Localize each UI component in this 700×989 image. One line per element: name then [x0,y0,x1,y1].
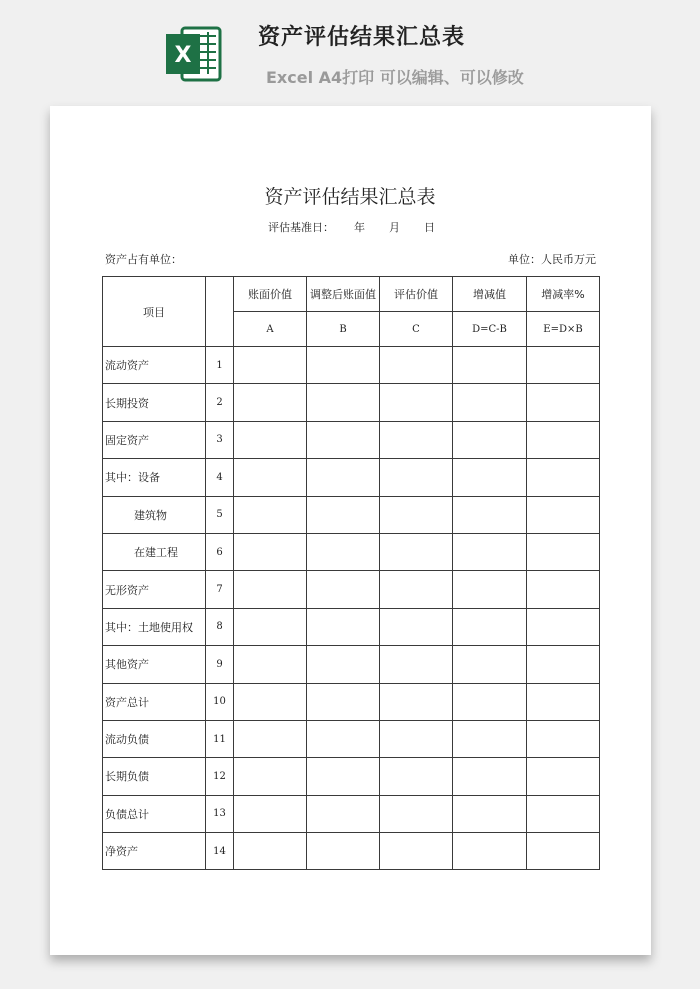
column-formula: C [380,312,453,347]
row-number: 2 [206,384,234,421]
column-header: 调整后账面值 [307,277,380,312]
header-title: 资产评估结果汇总表 [258,25,466,50]
column-formula: A [234,312,307,347]
column-header: 评估价值 [380,277,453,312]
value-cell[interactable] [527,384,600,421]
row-number: 6 [206,533,234,570]
value-cell[interactable] [380,347,453,384]
row-number: 10 [206,683,234,720]
value-cell[interactable] [307,720,380,757]
row-number: 11 [206,720,234,757]
header-subtitle: Excel A4打印 可以编辑、可以修改 [266,68,524,87]
item-header: 项目 [103,277,206,347]
value-cell[interactable] [527,421,600,458]
value-cell[interactable] [307,608,380,645]
value-cell[interactable] [234,720,307,757]
value-cell[interactable] [307,533,380,570]
value-cell[interactable] [380,795,453,832]
row-label: 其中：设备 [103,459,206,496]
value-cell[interactable] [527,833,600,870]
column-formula: B [307,312,380,347]
table-row [103,833,600,870]
row-label: 净资产 [103,833,206,870]
valuation-date-label: 评估基准日： [268,221,334,234]
table-row [103,459,600,496]
column-header: 增减率% [527,277,600,312]
value-cell[interactable] [380,533,453,570]
value-cell[interactable] [380,571,453,608]
row-number: 9 [206,646,234,683]
excel-icon [162,22,226,86]
value-cell[interactable] [234,459,307,496]
row-number: 7 [206,571,234,608]
value-cell[interactable] [380,646,453,683]
table-row [103,571,600,608]
value-cell[interactable] [380,758,453,795]
value-cell[interactable] [307,384,380,421]
value-cell[interactable] [307,833,380,870]
value-cell[interactable] [380,496,453,533]
value-cell[interactable] [307,646,380,683]
value-cell[interactable] [234,833,307,870]
column-header: 增减值 [453,277,527,312]
row-label: 无形资产 [103,571,206,608]
row-number: 1 [206,347,234,384]
value-cell[interactable] [453,683,527,720]
value-cell[interactable] [307,758,380,795]
year-label: 年 [354,221,365,234]
table-row [103,795,600,832]
row-label: 资产总计 [103,683,206,720]
value-cell[interactable] [453,347,527,384]
value-cell[interactable] [307,795,380,832]
value-cell[interactable] [380,384,453,421]
column-formula: E=D×B [527,312,600,347]
value-cell[interactable] [453,795,527,832]
value-cell[interactable] [527,347,600,384]
value-cell[interactable] [307,683,380,720]
asset-owner-label: 资产占有单位： [105,253,182,266]
row-number: 5 [206,496,234,533]
value-cell[interactable] [453,608,527,645]
value-cell[interactable] [527,683,600,720]
row-number: 13 [206,795,234,832]
value-cell[interactable] [234,496,307,533]
value-cell[interactable] [307,459,380,496]
value-cell[interactable] [234,347,307,384]
value-cell[interactable] [234,384,307,421]
value-cell[interactable] [527,646,600,683]
row-label: 长期负债 [103,758,206,795]
row-label: 在建工程 [103,533,206,570]
row-label: 其中：土地使用权 [103,608,206,645]
value-cell[interactable] [527,795,600,832]
value-cell[interactable] [307,421,380,458]
excel-icon-letter: X [174,43,192,68]
value-cell[interactable] [380,833,453,870]
page-header [0,0,700,100]
header-row-names [103,277,600,312]
table-row [103,758,600,795]
table-row [103,421,600,458]
row-label: 流动资产 [103,347,206,384]
table-row [103,384,600,421]
value-cell[interactable] [380,459,453,496]
row-label: 固定资产 [103,421,206,458]
month-label: 月 [389,221,400,234]
table-row [103,533,600,570]
value-cell[interactable] [527,533,600,570]
row-number: 8 [206,608,234,645]
row-number: 14 [206,833,234,870]
document-title: 资产评估结果汇总表 [264,186,436,208]
row-label: 负债总计 [103,795,206,832]
value-cell[interactable] [307,496,380,533]
day-label: 日 [424,221,435,234]
value-cell[interactable] [527,459,600,496]
value-cell[interactable] [453,459,527,496]
value-cell[interactable] [234,533,307,570]
row-number: 12 [206,758,234,795]
value-cell[interactable] [453,496,527,533]
value-cell[interactable] [234,646,307,683]
row-label: 建筑物 [103,496,206,533]
value-cell[interactable] [234,795,307,832]
value-cell[interactable] [234,758,307,795]
value-cell[interactable] [307,347,380,384]
table-row [103,720,600,757]
value-cell[interactable] [453,421,527,458]
row-label: 长期投资 [103,384,206,421]
value-cell[interactable] [380,608,453,645]
value-cell[interactable] [234,683,307,720]
value-cell[interactable] [380,683,453,720]
row-label: 其他资产 [103,646,206,683]
value-cell[interactable] [527,758,600,795]
table-row [103,496,600,533]
table-row [103,347,600,384]
valuation-date-line [268,219,435,235]
summary-table [102,276,600,870]
value-cell[interactable] [380,421,453,458]
value-cell[interactable] [453,646,527,683]
value-cell[interactable] [453,533,527,570]
value-cell[interactable] [527,608,600,645]
value-cell[interactable] [453,384,527,421]
value-cell[interactable] [380,720,453,757]
value-cell[interactable] [453,833,527,870]
currency-unit-label: 单位：人民币万元 [508,253,596,266]
column-header: 账面价值 [234,277,307,312]
table-row [103,608,600,645]
num-header [206,277,234,347]
value-cell[interactable] [527,496,600,533]
table-row [103,646,600,683]
value-cell[interactable] [453,758,527,795]
value-cell[interactable] [527,720,600,757]
value-cell[interactable] [234,421,307,458]
value-cell[interactable] [234,608,307,645]
row-number: 4 [206,459,234,496]
row-label: 流动负债 [103,720,206,757]
value-cell[interactable] [527,571,600,608]
table-row [103,683,600,720]
row-number: 3 [206,421,234,458]
value-cell[interactable] [453,720,527,757]
column-formula: D=C-B [453,312,527,347]
value-cell[interactable] [234,571,307,608]
value-cell[interactable] [307,571,380,608]
value-cell[interactable] [453,571,527,608]
